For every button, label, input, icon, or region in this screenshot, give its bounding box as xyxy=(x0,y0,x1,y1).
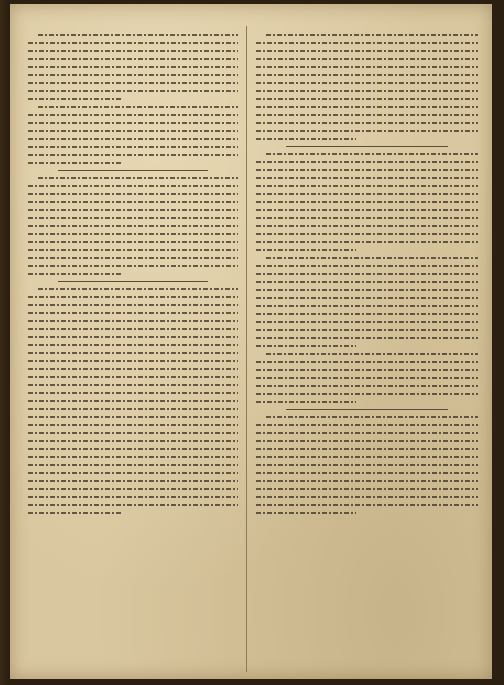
column-divider xyxy=(246,26,247,672)
book-page xyxy=(10,4,492,679)
left-column xyxy=(28,28,238,670)
right-column xyxy=(256,28,478,670)
